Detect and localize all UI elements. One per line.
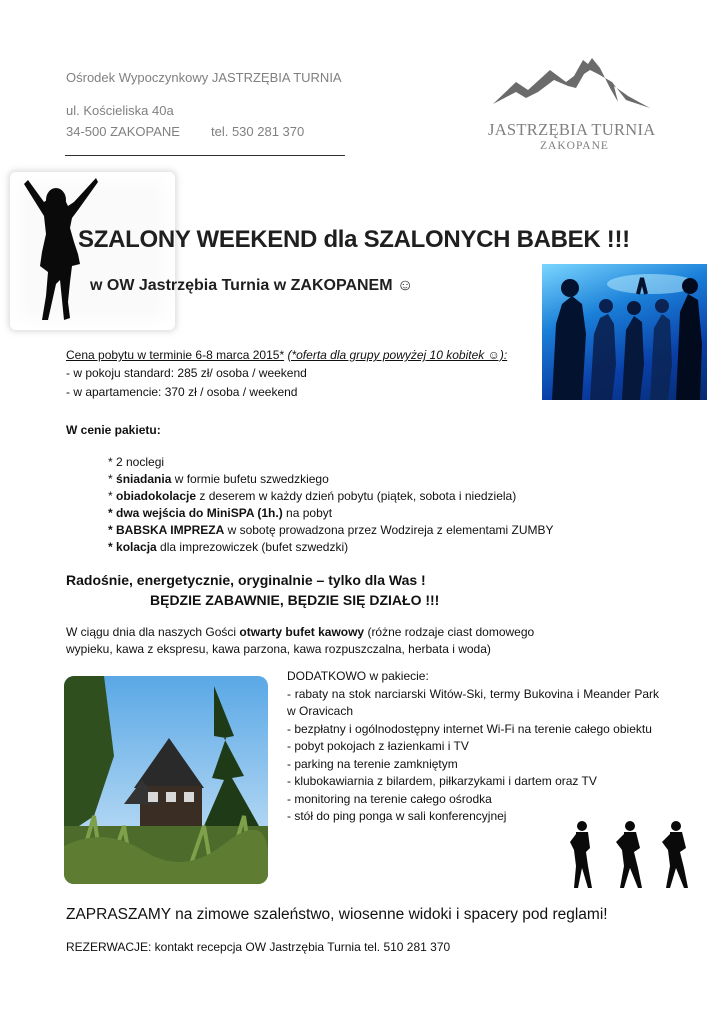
org-name: Ośrodek Wypoczynkowy JASTRZĘBIA TURNIA [66, 70, 342, 85]
page-subtitle: w OW Jastrzębia Turnia w ZAKOPANEM ☺ [90, 277, 414, 294]
party-photo [542, 264, 707, 400]
city-address: 34-500 ZAKOPANE [66, 124, 180, 139]
street-address: ul. Kościeliska 40a [66, 103, 174, 118]
price-standard: - w pokoju standard: 285 zł/ osoba / weekend [66, 366, 307, 380]
package-item: * obiadokolacje z deserem w każdy dzień pobytu (piątek, sobota i niedziela) [108, 489, 517, 503]
slogan [66, 570, 439, 610]
slogan-line-1: Radośnie, energetycznie, oryginalnie – tylko dla Was ! [66, 572, 426, 588]
resort-photo [64, 676, 268, 884]
extras-item: - rabaty na stok narciarski Witów-Ski, termy Bukovina i Meander Park w Oravicach [287, 686, 659, 718]
extras-list [287, 668, 659, 826]
logo-city: ZAKOPANE [540, 140, 609, 152]
package-heading: W cenie pakietu: [66, 423, 161, 437]
extras-item: - klubokawiarnia z bilardem, piłkarzykami i dartem oraz TV [287, 774, 597, 788]
package-item: * BABSKA IMPREZA w sobotę prowadzona przez Wodzireja z elementami ZUMBY [108, 523, 554, 537]
package-item: * dwa wejścia do MiniSPA (1h.) na pobyt [108, 506, 333, 520]
logo [488, 52, 663, 162]
extras-item: - bezpłatny i ogólnodostępny internet Wi-Fi na terenie całego obiektu [287, 721, 652, 736]
reservation-text: REZERWACJE: kontakt recepcja OW Jastrzębia Turnia tel. 510 281 370 [66, 940, 451, 954]
page-title: SZALONY WEEKEND dla SZALONYCH BABEK !!! [78, 226, 630, 253]
extras-item: - monitoring na terenie całego ośrodka [287, 791, 492, 806]
package-item: * 2 noclegi [108, 455, 165, 469]
package-list [108, 454, 554, 556]
slogan-line-2: BĘDZIE ZABAWNIE, BĘDZIE SIĘ DZIAŁO !!! [150, 592, 440, 608]
dancers-silhouette-image [566, 818, 696, 890]
coffee-line-1: W ciągu dnia dla naszych Gości otwarty bufet kawowy (różne rodzaje ciast domowego [66, 625, 535, 639]
header-phone: tel. 530 281 370 [211, 124, 305, 139]
price-label: Cena pobytu w terminie 6-8 marca 2015* [66, 348, 285, 362]
price-line [66, 346, 507, 364]
coffee-line-2: wypieku, kawa z ekspresu, kawa parzona, kawa rozpuszczalna, herbata i woda) [66, 642, 491, 656]
invitation-text: ZAPRASZAMY na zimowe szaleństwo, wiosenne widoki i spacery pod reglami! [66, 906, 608, 923]
logo-name: JASTRZĘBIA TURNIA [488, 120, 656, 139]
package-item: * kolacja dla imprezowiczek (bufet szwedzki) [108, 540, 349, 554]
extras-item: - stół do ping ponga w sali konferencyjnej [287, 809, 507, 823]
header-divider [65, 155, 345, 156]
price-note: (*oferta dla grupy powyżej 10 kobitek ☺): [287, 348, 508, 362]
extras-item: - parking na terenie zamkniętym [287, 756, 458, 771]
price-apartment: - w apartamencie: 370 zł / osoba / weekend [66, 385, 298, 399]
extras-item: - pobyt pokojach z łazienkami i TV [287, 739, 469, 753]
mountain-icon [488, 52, 663, 112]
package-item: * śniadania w formie bufetu szwedzkiego [108, 472, 329, 486]
extras-heading: DODATKOWO w pakiecie: [287, 669, 429, 683]
